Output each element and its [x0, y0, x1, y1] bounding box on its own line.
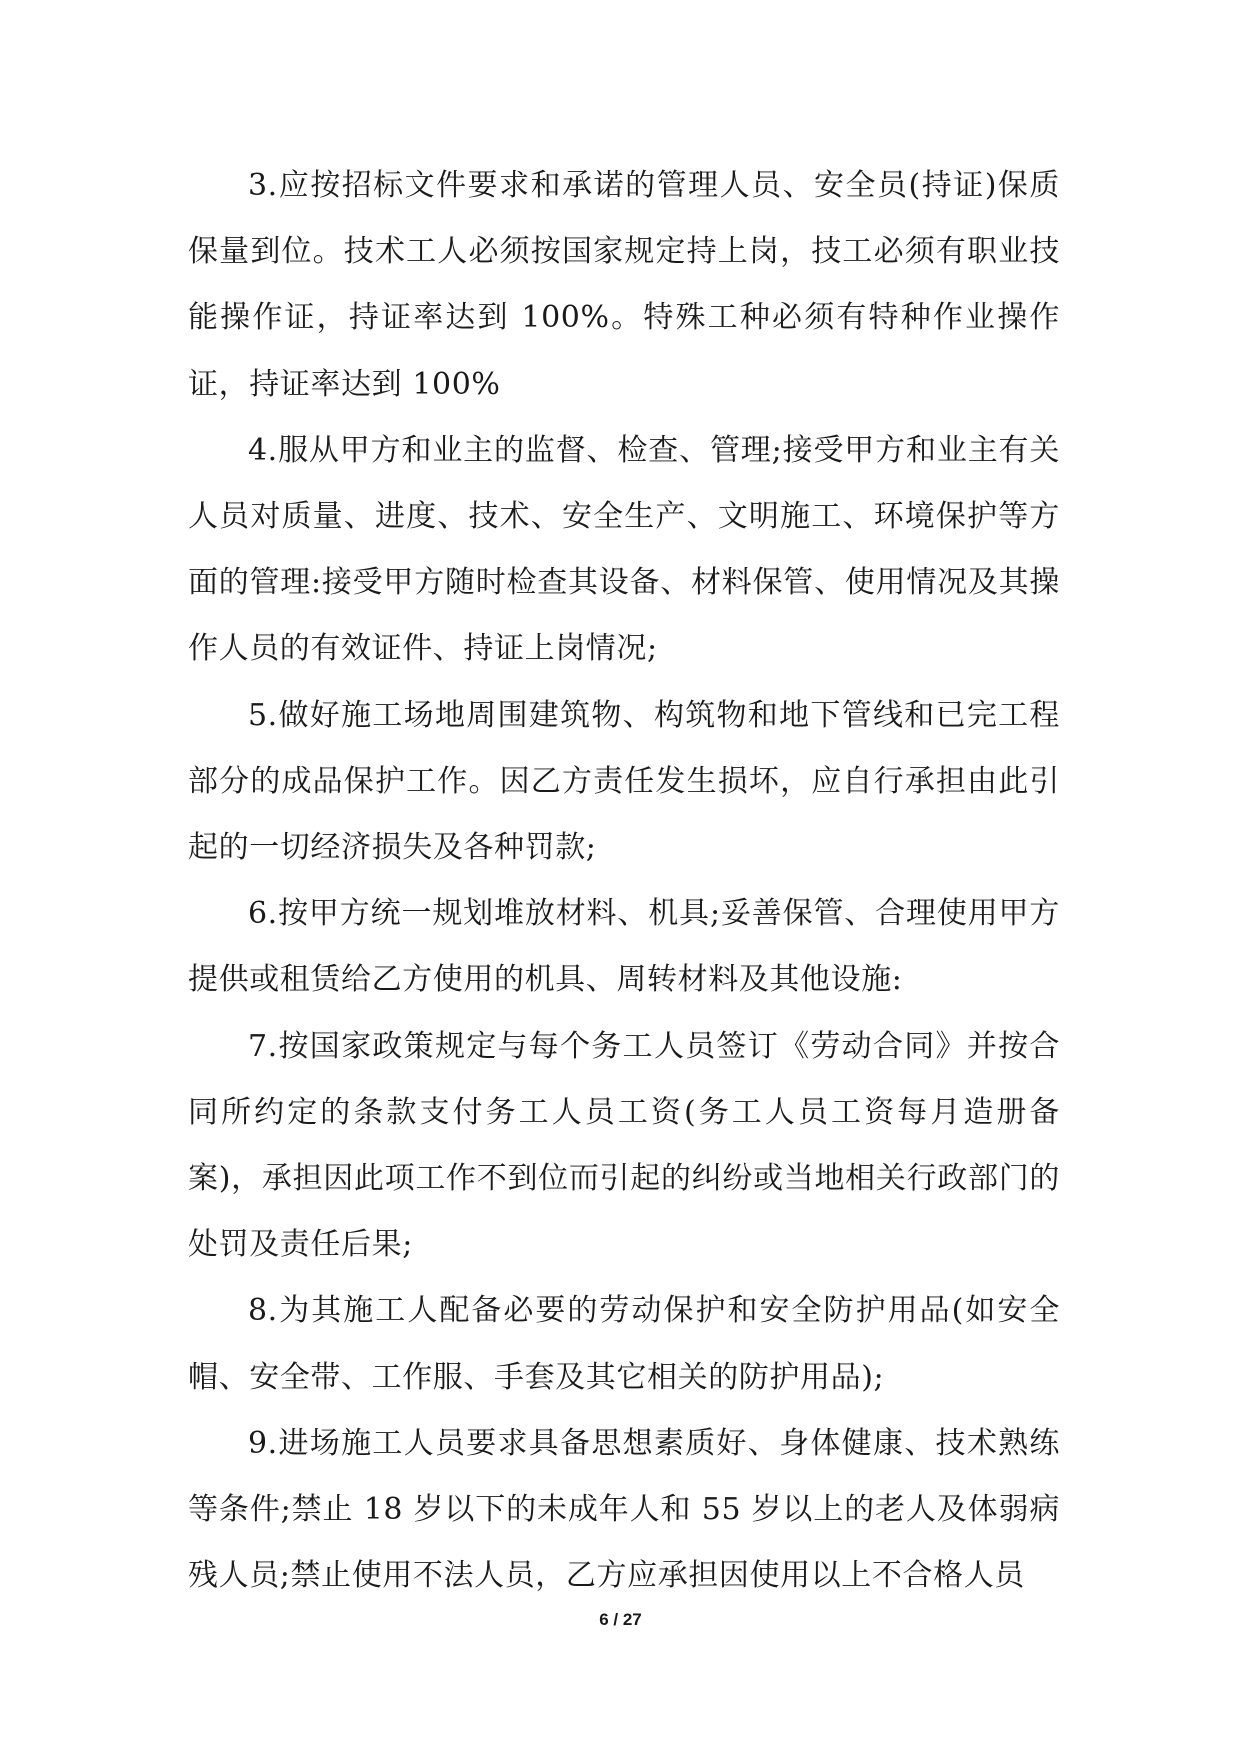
clause-4: 4.服从甲方和业主的监督、检查、管理;接受甲方和业主有关人员对质量、进度、技术、安全生产、文明施工、环境保护等方面的管理:接受甲方随时检查其设备、材料保管、使用情况及其操作人员的有效证件、持证上岗情况;	[188, 432, 1060, 667]
page-number: 6 / 27	[599, 1610, 642, 1629]
clause-5: 5.做好施工场地周围建筑物、构筑物和地下管线和已完工程部分的成品保护工作。因乙方责任发生损坏，应自行承担由此引起的一切经济损失及各种罚款;	[188, 697, 1060, 866]
clause-8: 8.为其施工人配备必要的劳动保护和安全防护用品(如安全帽、安全带、工作服、手套及其它相关的防护用品);	[188, 1293, 1060, 1395]
clause-6: 6.按甲方统一规划堆放材料、机具;妥善保管、合理使用甲方提供或租赁给乙方使用的机具、周转材料及其他设施:	[188, 896, 1060, 998]
clause-9: 9.进场施工人员要求具备思想素质好、身体健康、技术熟练等条件;禁止 18 岁以下的未成年人和 55 岁以上的老人及体弱病残人员;禁止使用不法人员，乙方应承担因使用以上不合格人员	[188, 1425, 1060, 1594]
document-body	[188, 153, 1060, 1609]
clause-3: 3.应按招标文件要求和承诺的管理人员、安全员(持证)保质保量到位。技术工人必须按国家规定持上岗，技工必须有职业技能操作证，持证率达到 100%。特殊工种必须有特种作业操作证，持证率达到 100%	[188, 168, 1060, 402]
clause-7: 7.按国家政策规定与每个务工人员签订《劳动合同》并按合同所约定的条款支付务工人员工资(务工人员工资每月造册备案)，承担因此项工作不到位而引起的纠纷或当地相关行政部门的处罚及责任后果;	[188, 1028, 1060, 1263]
